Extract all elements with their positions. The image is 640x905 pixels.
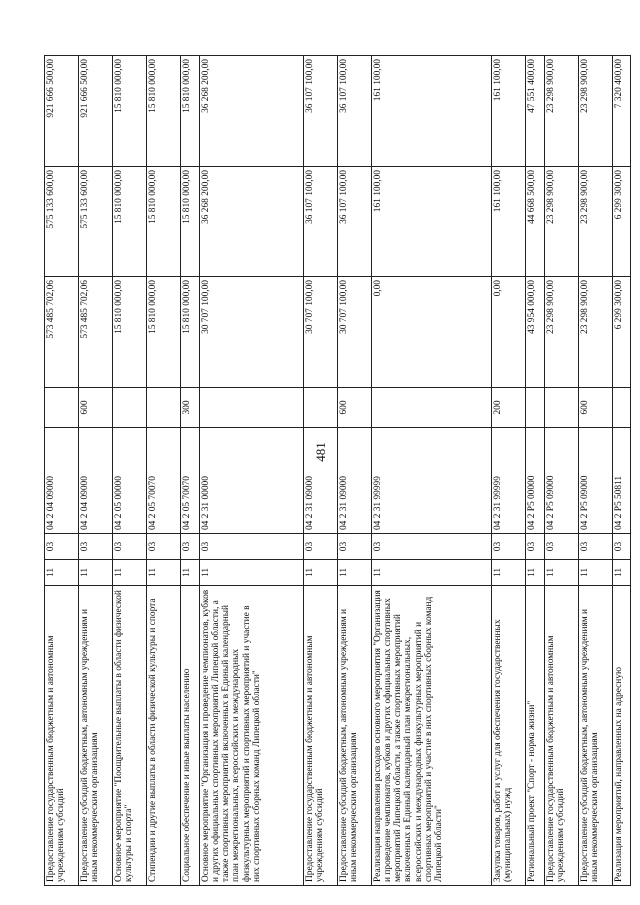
target-article-code: 04 2 31 00000 [200,428,304,534]
subsection-code: 03 [113,534,147,560]
expense-type-code [200,388,304,428]
table-row [545,56,579,886]
row-description: Предоставление субсидий бюджетным, автономным учреждениям и иным некоммерческим организациям [579,586,613,886]
expense-type-code [613,388,631,428]
table-row [45,56,79,886]
amount-year-3: 23 298 900,00 [545,56,579,167]
amount-year-1: 23 298 900,00 [579,277,613,388]
row-description: Предоставление государственным бюджетным и автономным учреждениям субсидий [45,586,79,886]
row-description: Предоставление субсидий бюджетным, автономным учреждениям и иным некоммерческим организациям [338,586,372,886]
target-article-code: 04 2 05 70070 [147,428,181,534]
subsection-code: 03 [79,534,113,560]
target-article-code: 04 2 31 99999 [492,428,526,534]
table-row [526,56,545,886]
table-row [372,56,492,886]
amount-year-3: 15 810 000,00 [113,56,147,167]
expense-type-code: 600 [338,388,372,428]
amount-year-1: 15 810 000,00 [181,277,200,388]
amount-year-3: 23 298 900,00 [579,56,613,167]
amount-year-1: 0,00 [492,277,526,388]
expense-type-code: 200 [492,388,526,428]
amount-year-2: 15 810 000,00 [147,167,181,277]
amount-year-2: 6 299 300,00 [613,167,631,277]
target-article-code: 04 2 P5 50811 [613,428,631,534]
target-article-code: 04 2 31 99999 [372,428,492,534]
section-code: 11 [147,560,181,586]
section-code: 11 [79,560,113,586]
subsection-code: 03 [147,534,181,560]
section-code: 11 [338,560,372,586]
amount-year-1: 15 810 000,00 [147,277,181,388]
table-row [181,56,200,886]
amount-year-3: 921 666 500,00 [45,56,79,167]
amount-year-2: 36 268 200,00 [200,167,304,277]
amount-year-1: 573 485 702,06 [45,277,79,388]
row-description: Основное мероприятие "Поощрительные выплаты в области физической культуры и спорта" [113,586,147,886]
subsection-code: 03 [613,534,631,560]
row-description: Социальное обеспечение и иные выплаты населению [181,586,200,886]
expense-type-code [45,388,79,428]
table-row [338,56,372,886]
amount-year-2: 161 100,00 [372,167,492,277]
target-article-code: 04 2 04 09000 [45,428,79,534]
amount-year-1: 30 707 100,00 [304,277,338,388]
amount-year-2: 575 133 600,00 [79,167,113,277]
table-row [304,56,338,886]
budget-table [44,55,631,886]
row-description: Реализация мероприятий, направленных на адресную [613,586,631,886]
amount-year-2: 575 133 600,00 [45,167,79,277]
expense-type-code [545,388,579,428]
amount-year-3: 36 268 200,00 [200,56,304,167]
amount-year-3: 921 666 500,00 [79,56,113,167]
section-code: 11 [579,560,613,586]
amount-year-1: 43 954 000,00 [526,277,545,388]
subsection-code: 03 [45,534,79,560]
section-code: 11 [526,560,545,586]
target-article-code: 04 2 31 09000 [338,428,372,534]
table-row [579,56,613,886]
amount-year-1: 6 299 300,00 [613,277,631,388]
amount-year-3: 161 100,00 [492,56,526,167]
section-code: 11 [200,560,304,586]
amount-year-2: 15 810 000,00 [113,167,147,277]
subsection-code: 03 [372,534,492,560]
amount-year-3: 15 810 000,00 [181,56,200,167]
amount-year-1: 15 810 000,00 [113,277,147,388]
expense-type-code [113,388,147,428]
amount-year-2: 23 298 900,00 [579,167,613,277]
row-description: Закупка товаров, работ и услуг для обеспечения государственных (муниципальных) нужд [492,586,526,886]
amount-year-3: 36 107 100,00 [304,56,338,167]
row-description: Региональный проект "Спорт - норма жизни" [526,586,545,886]
section-code: 11 [181,560,200,586]
table-row [79,56,113,886]
target-article-code: 04 2 05 70070 [181,428,200,534]
section-code: 11 [613,560,631,586]
subsection-code: 03 [181,534,200,560]
subsection-code: 03 [304,534,338,560]
target-article-code: 04 2 31 09000 [304,428,338,534]
amount-year-1: 0,00 [372,277,492,388]
amount-year-2: 36 107 100,00 [338,167,372,277]
expense-type-code [147,388,181,428]
section-code: 11 [372,560,492,586]
expense-type-code: 600 [79,388,113,428]
amount-year-1: 573 485 702,06 [79,277,113,388]
section-code: 11 [545,560,579,586]
target-article-code: 04 2 P5 09000 [545,428,579,534]
amount-year-3: 36 107 100,00 [338,56,372,167]
amount-year-3: 47 551 400,00 [526,56,545,167]
amount-year-3: 15 810 000,00 [147,56,181,167]
section-code: 11 [45,560,79,586]
section-code: 11 [113,560,147,586]
amount-year-2: 44 668 500,00 [526,167,545,277]
subsection-code: 03 [545,534,579,560]
target-article-code: 04 2 P5 00000 [526,428,545,534]
section-code: 11 [304,560,338,586]
amount-year-2: 23 298 900,00 [545,167,579,277]
expense-type-code [372,388,492,428]
subsection-code: 03 [526,534,545,560]
amount-year-1: 23 298 900,00 [545,277,579,388]
target-article-code: 04 2 04 09000 [79,428,113,534]
expense-type-code: 600 [579,388,613,428]
section-code: 11 [492,560,526,586]
amount-year-1: 30 707 100,00 [200,277,304,388]
table-row [147,56,181,886]
table-row [492,56,526,886]
row-description: Предоставление субсидий бюджетным, автономным учреждениям и иным некоммерческим организациям [79,586,113,886]
amount-year-2: 15 810 000,00 [181,167,200,277]
table-row [113,56,147,886]
target-article-code: 04 2 05 00000 [113,428,147,534]
page-number: 481 [313,442,328,462]
table-row [200,56,304,886]
subsection-code: 03 [579,534,613,560]
row-description: Основное мероприятие "Организация и проведение чемпионатов, кубков и других официальных спортивных мероприятий Липецкой области, а также спортивных мероприятий включенных в Единый календарный план межрегиональных, всероссийских и международных физкультурных мероприятий и спортивных мероприятий и участие в них спортивных сборных команд Липецкой области" [200,586,304,886]
target-article-code: 04 2 P5 09000 [579,428,613,534]
row-description: Предоставление государственным бюджетным и автономным учреждениям субсидий [545,586,579,886]
subsection-code: 03 [338,534,372,560]
amount-year-2: 36 107 100,00 [304,167,338,277]
amount-year-3: 7 320 400,00 [613,56,631,167]
expense-type-code [304,388,338,428]
row-description: Предоставление государственным бюджетным и автономным учреждениям субсидий [304,586,338,886]
row-description: Стипендии и другие выплаты в области физической культуры и спорта [147,586,181,886]
amount-year-2: 161 100,00 [492,167,526,277]
row-description: Реализация направления расходов основного мероприятия "Организация и проведение чемпионатов, кубков и других официальных спортивных мероприятий Липецкой области, а также спортивных мероприятий включенных в Единый календарный план межрегиональных, всероссийских и международных физкультурных мероприятий и спортивных мероприятий и участие в них спортивных сборных команд Липецкой области" [372,586,492,886]
subsection-code: 03 [492,534,526,560]
amount-year-1: 30 707 100,00 [338,277,372,388]
table-row [613,56,631,886]
subsection-code: 03 [200,534,304,560]
amount-year-3: 161 100,00 [372,56,492,167]
expense-type-code [526,388,545,428]
expense-type-code: 300 [181,388,200,428]
